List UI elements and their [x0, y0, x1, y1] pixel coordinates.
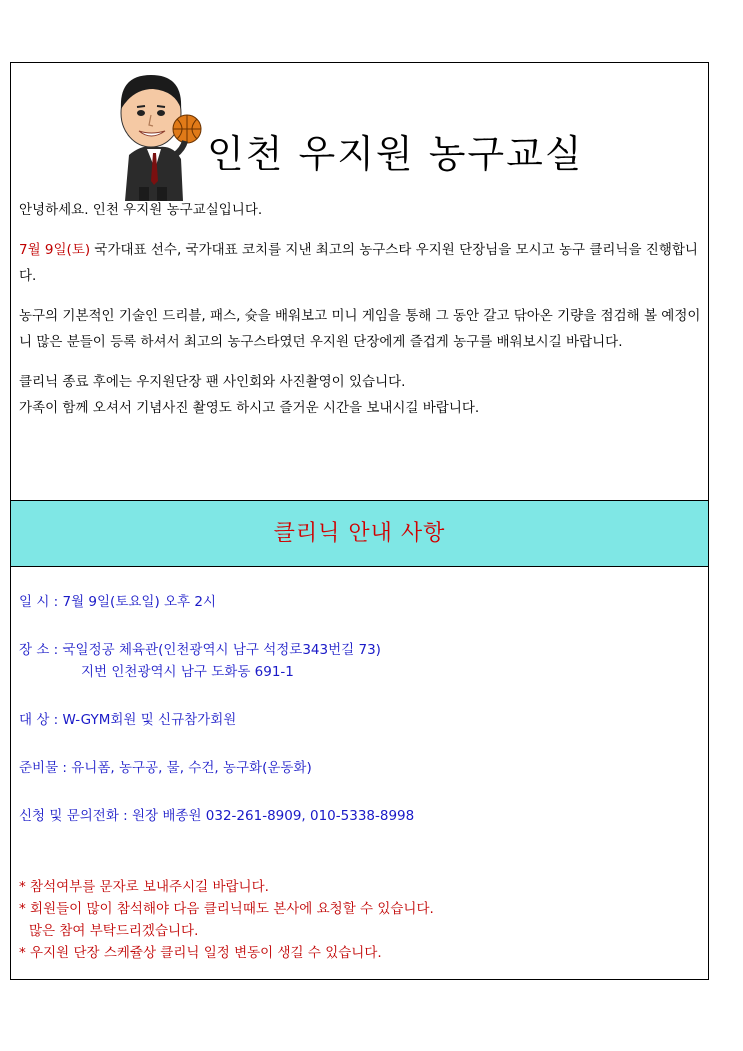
note-attendance-cont: 많은 참여 부탁드리겠습니다. [29, 923, 199, 939]
detail-target: 대 상 : W-GYM회원 및 신규참가회원 [19, 712, 237, 728]
detail-contact: 신청 및 문의전화 : 원장 배종원 032-261-8909, 010-5338-8998 [19, 808, 415, 824]
intro-paragraph-3-line-2: 가족이 함께 오셔서 기념사진 촬영도 하시고 즐거운 시간을 보내시길 바랍니다. [19, 400, 480, 416]
intro-paragraph-3 [19, 369, 703, 421]
detail-where-lot-address: 지번 인천광역시 남구 도화동 691-1 [81, 664, 294, 680]
clinic-info-banner: 클리닉 안내 사항 [11, 500, 708, 567]
detail-where: 장 소 : 국일정공 체육관(인천광역시 남구 석정로343번길 73) [19, 642, 381, 658]
intro-paragraph-1-text: 국가대표 선수, 국가대표 코치를 지낸 최고의 농구스타 우지원 단장님을 모시고 농구 클리닉을 진행합니다. [19, 242, 698, 284]
clinic-date-highlight: 7월 9일(토) [19, 242, 91, 258]
note-attendance: * 회원들이 많이 참석해야 다음 클리닉때도 본사에 요청할 수 있습니다. [19, 901, 434, 917]
intro-paragraph-2: 농구의 기본적인 기술인 드리블, 패스, 슛을 배워보고 미니 게임을 통해 그 동안 갈고 닦아온 기량을 점검해 볼 예정이니 많은 분들이 등록 하셔서 최고의 농구스타였던 우지원 단장에게 즐겁게 농구를 배워보시길 바랍니다. [19, 308, 701, 350]
note-schedule-change: * 우지원 단장 스케쥴상 클리닉 일정 변동이 생길 수 있습니다. [19, 945, 382, 961]
clinic-details [19, 591, 703, 827]
caricature-image [103, 69, 203, 201]
detail-supplies: 준비물 : 유니폼, 농구공, 물, 수건, 농구화(운동화) [19, 760, 312, 776]
notes-section [19, 876, 703, 964]
note-reply-sms: * 참석여부를 문자로 보내주시길 바랍니다. [19, 879, 269, 895]
page-title: 인천 우지원 농구교실 [207, 132, 584, 176]
flyer-frame [10, 62, 709, 980]
header [11, 63, 708, 203]
intro-paragraph-3-line-1: 클리닉 종료 후에는 우지원단장 팬 사인회와 사진촬영이 있습니다. [19, 374, 406, 390]
greeting-text: 안녕하세요. 인천 우지원 농구교실입니다. [19, 202, 263, 218]
intro-section [19, 197, 703, 421]
detail-when: 일 시 : 7월 9일(토요일) 오후 2시 [19, 594, 217, 610]
intro-paragraph-1 [19, 237, 703, 289]
